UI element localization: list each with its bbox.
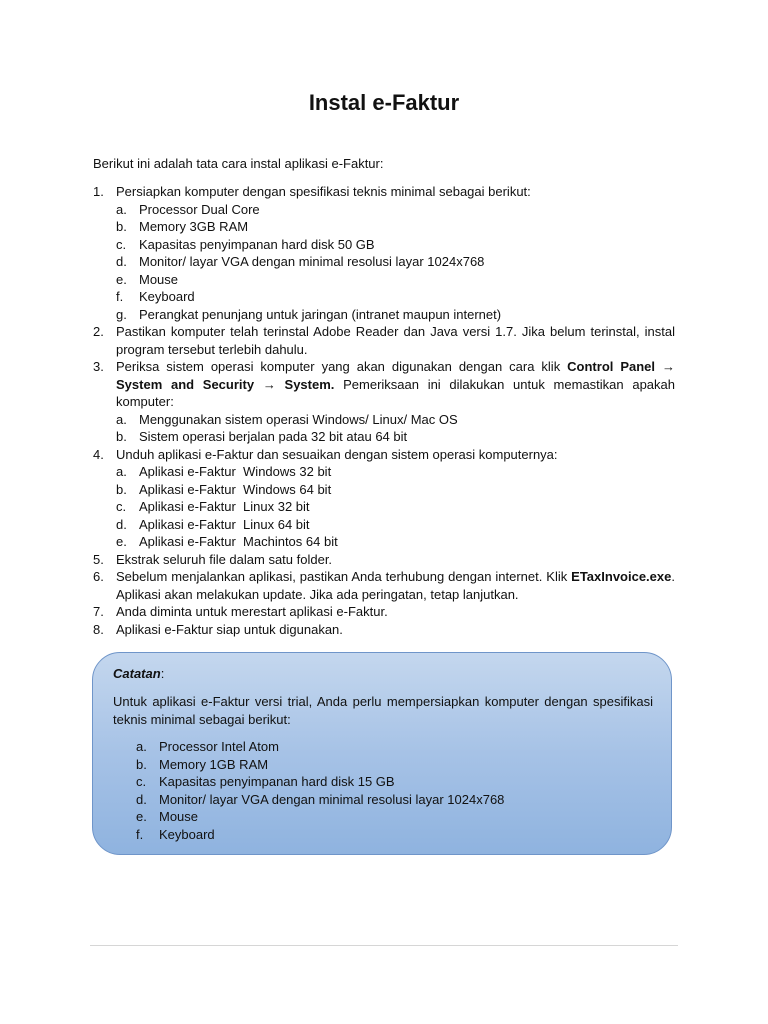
- step-text: Ekstrak seluruh file dalam satu folder.: [116, 551, 333, 567]
- sub-item: [93, 428, 675, 446]
- sub-item: [93, 201, 675, 219]
- step-text: Persiapkan komputer dengan spesifikasi teknis minimal sebagai berikut:: [116, 184, 531, 199]
- sub-text: Memory 1GB RAM: [159, 756, 269, 772]
- sub-item: [93, 533, 675, 551]
- sub-item: [93, 271, 675, 289]
- note-text: Untuk aplikasi e-Faktur versi trial, Anda perlu mempersiapkan komputer dengan spesifikasi teknis minimal sebagai berikut:: [113, 694, 653, 727]
- arrow-right-icon: →: [262, 376, 276, 392]
- note-list-item: [113, 738, 653, 756]
- sub-letter: b.: [116, 481, 127, 497]
- step-number: 7.: [93, 604, 104, 619]
- sub-letter: g.: [116, 306, 127, 322]
- step-number: 8.: [93, 621, 104, 637]
- sub-letter: e.: [136, 809, 147, 824]
- step-number: 6.: [93, 569, 104, 584]
- step-text: Unduh aplikasi e-Faktur dan sesuaikan dengan sistem operasi komputernya:: [116, 446, 558, 462]
- sub-text: Processor Intel Atom: [159, 739, 279, 754]
- note-title-colon: :: [160, 666, 165, 681]
- step-number: 5.: [93, 551, 104, 567]
- note-list-item: [113, 791, 653, 809]
- step-text: Periksa sistem operasi komputer yang akan digunakan dengan cara klik: [116, 359, 568, 374]
- system-and-security-label: System and Security: [116, 376, 255, 392]
- sub-text: Keyboard: [139, 289, 195, 304]
- note-box: [92, 652, 672, 855]
- etaxinvoice-exe-label: ETaxInvoice.exe: [571, 569, 672, 584]
- sub-letter: d.: [136, 791, 147, 807]
- step-number: 4.: [93, 446, 104, 462]
- system-label: System.: [284, 376, 335, 392]
- step-item: [93, 446, 675, 464]
- sub-letter: b.: [116, 219, 127, 234]
- sub-text: Keyboard: [159, 826, 215, 842]
- sub-letter: e.: [116, 271, 127, 287]
- sub-text: Aplikasi e-Faktur Linux 64 bit: [139, 516, 310, 532]
- sub-item: [93, 498, 675, 516]
- sub-item: [93, 253, 675, 271]
- intro-paragraph: Berikut ini adalah tata cara instal aplikasi e-Faktur:: [93, 156, 384, 171]
- step-text-continued: Pemeriksaan ini dilakukan untuk memastikan apakah komputer:: [116, 376, 675, 409]
- sub-letter: b.: [136, 756, 147, 772]
- sub-item: [93, 516, 675, 534]
- control-panel-label: Control Panel: [567, 359, 656, 374]
- step-item: [93, 551, 675, 569]
- install-steps-list: [93, 183, 675, 638]
- step-item: [93, 568, 675, 603]
- sub-letter: c.: [136, 774, 147, 789]
- sub-item: [93, 218, 675, 236]
- note-spec-list: [113, 738, 653, 843]
- step-text: Pastikan komputer telah terinstal Adobe Reader dan Java versi 1.7. Jika belum terinstal, instal program tersebut terlebih dahulu.: [116, 324, 675, 357]
- sub-text: Kapasitas penyimpanan hard disk 50 GB: [139, 236, 375, 252]
- note-list-item: [113, 826, 653, 844]
- arrow-right-icon: →: [661, 359, 675, 374]
- sub-text: Mouse: [139, 271, 179, 287]
- note-list-item: [113, 808, 653, 826]
- sub-item: [93, 288, 675, 306]
- sub-text: Menggunakan sistem operasi Windows/ Linux/ Mac OS: [139, 411, 458, 427]
- sub-text: Aplikasi e-Faktur Windows 64 bit: [139, 481, 332, 497]
- step-text: Sebelum menjalankan aplikasi, pastikan Anda terhubung dengan internet. Klik: [116, 569, 572, 584]
- step-text: Aplikasi e-Faktur siap untuk digunakan.: [116, 621, 343, 637]
- note-title-label: Catatan: [113, 666, 161, 681]
- note-list-item: [113, 756, 653, 774]
- step-text-continued: . Aplikasi akan melakukan update. Jika ada peringatan, tetap lanjutkan.: [116, 569, 675, 602]
- sub-text: Monitor/ layar VGA dengan minimal resolusi layar 1024x768: [139, 254, 485, 269]
- step-item: [93, 183, 675, 201]
- step-item: [93, 323, 675, 358]
- sub-text: Perangkat penunjang untuk jaringan (intranet maupun internet): [139, 306, 502, 322]
- step-number: 3.: [93, 359, 104, 374]
- sub-letter: f.: [116, 289, 124, 304]
- step-item: [93, 621, 675, 639]
- sub-text: Memory 3GB RAM: [139, 219, 249, 234]
- sub-item: [93, 481, 675, 499]
- step-text: Anda diminta untuk merestart aplikasi e-Faktur.: [116, 604, 388, 619]
- sub-item: [93, 463, 675, 481]
- sub-item: [93, 306, 675, 324]
- note-list-item: [113, 773, 653, 791]
- sub-text: Processor Dual Core: [139, 201, 260, 217]
- sub-letter: c.: [116, 499, 127, 514]
- sub-letter: a.: [116, 201, 127, 217]
- sub-item: [93, 236, 675, 254]
- sub-item: [93, 411, 675, 429]
- sub-text: Aplikasi e-Faktur Machintos 64 bit: [139, 534, 338, 549]
- step-item: [93, 603, 675, 621]
- sub-text: Aplikasi e-Faktur Windows 32 bit: [139, 464, 332, 479]
- sub-text: Monitor/ layar VGA dengan minimal resolusi layar 1024x768: [159, 791, 505, 807]
- sub-letter: d.: [116, 254, 127, 269]
- footer-divider: [90, 945, 678, 946]
- sub-letter: d.: [116, 516, 127, 532]
- sub-letter: f.: [136, 826, 144, 842]
- sub-letter: c.: [116, 236, 127, 252]
- sub-letter: e.: [116, 534, 127, 549]
- page-title: Instal e-Faktur: [308, 90, 460, 115]
- sub-letter: a.: [116, 411, 127, 427]
- note-title: [113, 665, 164, 683]
- sub-letter: a.: [136, 739, 147, 754]
- sub-letter: b.: [116, 429, 127, 444]
- sub-text: Aplikasi e-Faktur Linux 32 bit: [139, 499, 310, 514]
- sub-text: Kapasitas penyimpanan hard disk 15 GB: [159, 774, 395, 789]
- step-item: [93, 358, 675, 411]
- step-number: 1.: [93, 184, 104, 199]
- step-number: 2.: [93, 324, 104, 339]
- sub-letter: a.: [116, 464, 127, 479]
- sub-text: Sistem operasi berjalan pada 32 bit atau 64 bit: [139, 429, 408, 444]
- sub-text: Mouse: [159, 809, 199, 824]
